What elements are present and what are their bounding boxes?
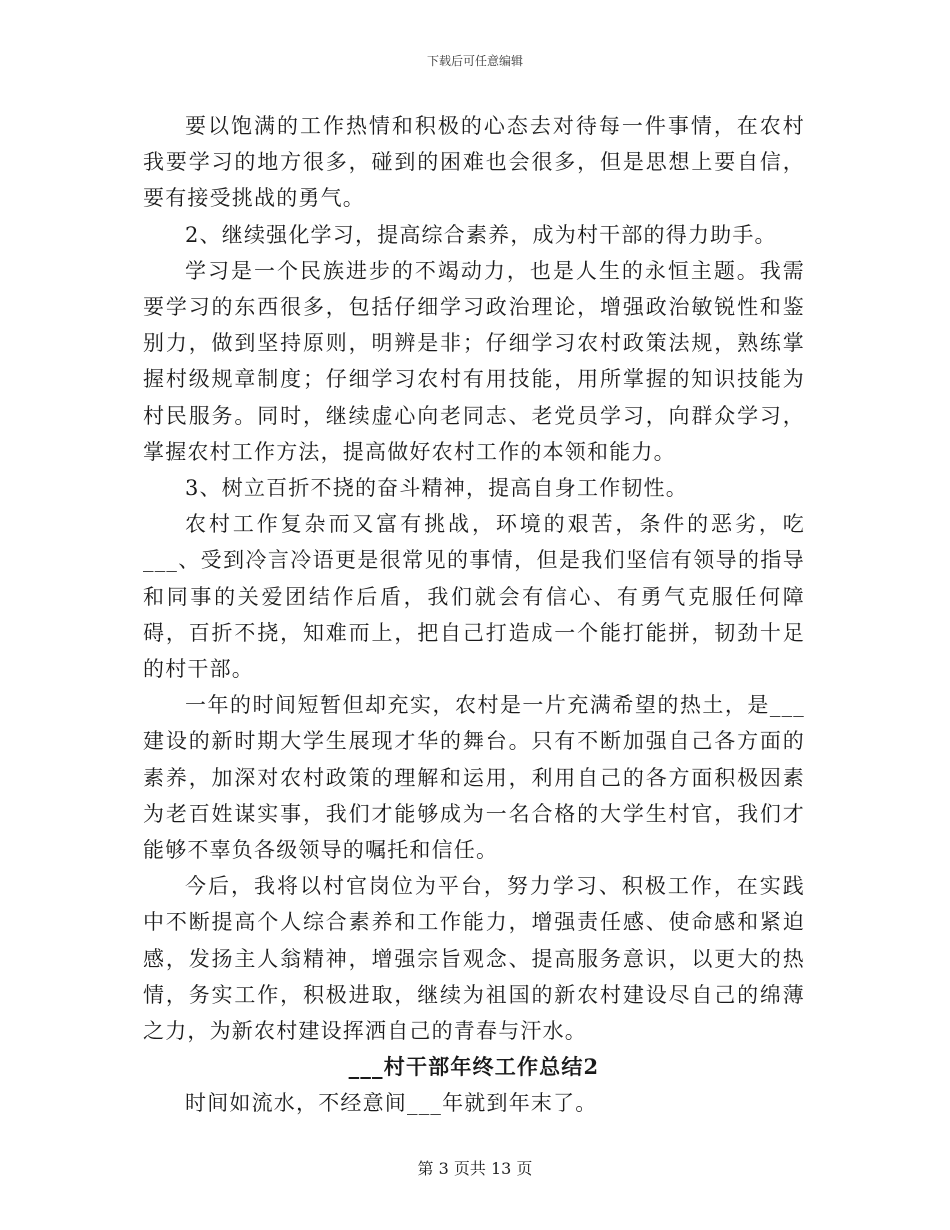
paragraph: 农村工作复杂而又富有挑战，环境的艰苦，条件的恶劣，吃___、受到冷言冷语更是很常见的事情，但是我们坚信有领导的指导和同事的关爱团结作后盾，我们就会有信心、有勇气克服任何障碍，百折不挠，知难而上，把自己打造成一个能打能拼，韧劲十足的村干部。 — [143, 512, 805, 682]
paragraph: 要以饱满的工作热情和积极的心态去对待每一件事情，在农村我要学习的地方很多，碰到的困难也会很多，但是思想上要自信，要有接受挑战的勇气。 — [143, 114, 805, 211]
page-header: 下载后可任意编辑 — [426, 54, 523, 68]
paragraph: 一年的时间短暂但却充实，农村是一片充满希望的热土，是___建设的新时期大学生展现才华的舞台。只有不断加强自己各方面的素养，加深对农村政策的理解和运用，利用自己的各方面积极因素为老百姓谋实事，我们才能够成为一名合格的大学生村官，我们才能够不辜负各级领导的嘱托和信任。 — [143, 693, 805, 863]
section-heading-3: 3、树立百折不挠的奋斗精神，提高自身工作韧性。 — [185, 476, 688, 501]
paragraph: 今后，我将以村官岗位为平台，努力学习、积极工作，在实践中不断提高个人综合素养和工作能力，增强责任感、使命感和紧迫感，发扬主人翁精神，增强宗旨观念、提高服务意识，以更大的热情，务实工作，积极进取，继续为祖国的新农村建设尽自己的绵薄之力，为新农村建设挥洒自己的青春与汗水。 — [143, 874, 805, 1044]
paragraph: 学习是一个民族进步的不竭动力，也是人生的永恒主题。我需要学习的东西很多，包括仔细学习政治理论，增强政治敏锐性和鉴别力，做到坚持原则，明辨是非；仔细学习农村政策法规，熟练掌握村级规章制度；仔细学习农村有用技能，用所掌握的知识技能为村民服务。同时，继续虚心向老同志、老党员学习，向群众学习，掌握农村工作方法，提高做好农村工作的本领和能力。 — [143, 258, 805, 464]
page-footer: 第 3 页共 13 页 — [417, 1159, 533, 1178]
paragraph: 时间如流水，不经意间___年就到年末了。 — [185, 1091, 598, 1116]
document-body — [143, 108, 805, 1122]
document-title: ___村干部年终工作总结2 — [348, 1054, 600, 1080]
section-heading-2: 2、继续强化学习，提高综合素养，成为村干部的得力助手。 — [185, 222, 777, 247]
